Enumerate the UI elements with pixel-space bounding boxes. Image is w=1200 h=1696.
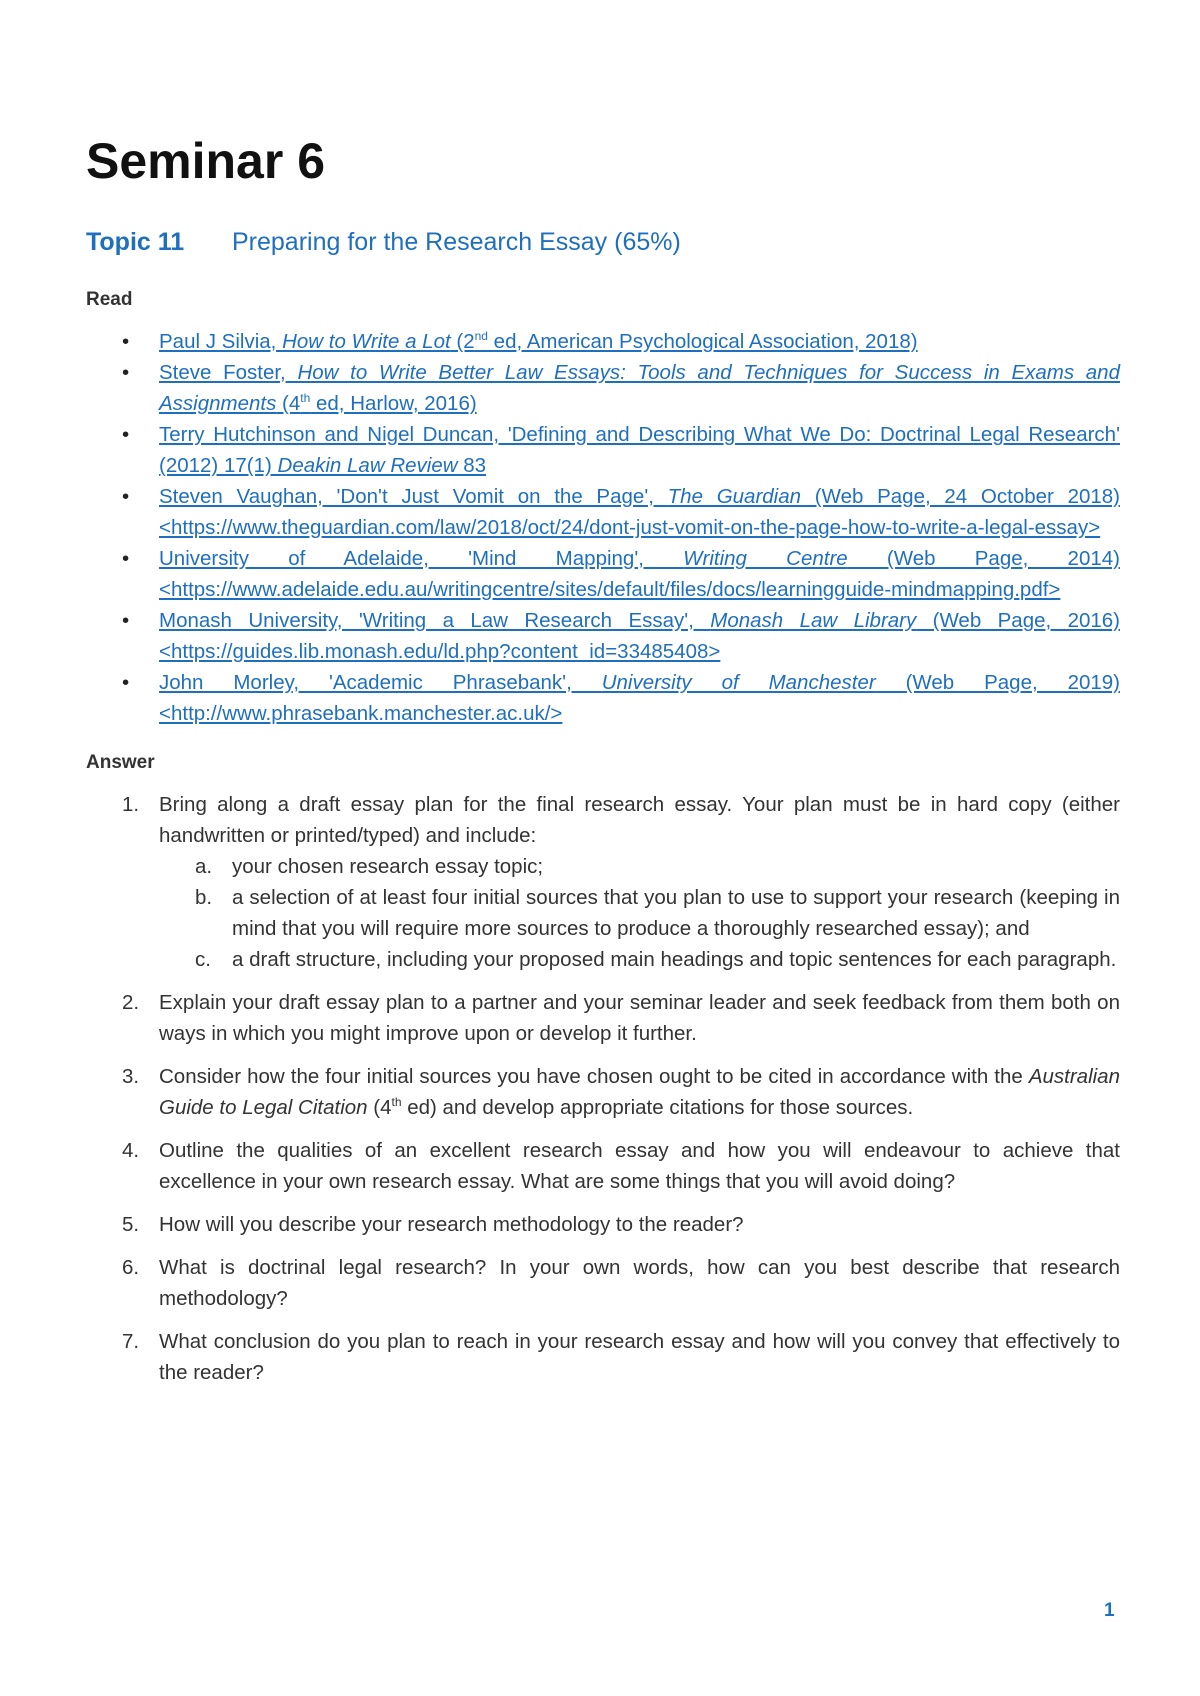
italic-text: Australian Guide to Legal Citation (159, 1065, 1120, 1119)
text-run: Monash University, 'Writing a Law Research Essay', (159, 609, 711, 632)
bullet-icon: • (122, 671, 130, 694)
text-run: (4 (276, 392, 301, 415)
question-list (86, 789, 1120, 1388)
bullet-icon: • (122, 547, 130, 570)
italic-text: The Guardian (667, 485, 802, 508)
question-number: 6. (122, 1256, 140, 1279)
question-text: Bring along a draft essay plan for the final research essay. Your plan must be in hard copy (either handwritten or printed/typed) and include: (159, 793, 1120, 847)
question-number: 7. (122, 1330, 140, 1353)
text-run: (Web Page, 2016) <https://guides.lib.monash.edu/ld.php?content_id=33485408> (159, 609, 1121, 663)
question-item (86, 1252, 1120, 1314)
italic-text: How to Write Better Law Essays: Tools and Techniques for Success in Exams and Assignments (159, 361, 1120, 415)
text-run: Consider how the four initial sources you have chosen ought to be cited in accordance with the (159, 1065, 1029, 1088)
read-label: Read (86, 289, 133, 310)
reading-item[interactable] (86, 326, 1120, 357)
document-content (86, 120, 1120, 1400)
text-run: Steve Foster, (159, 361, 298, 384)
text-run: 83 (457, 454, 487, 477)
question-item (86, 1135, 1120, 1197)
bullet-icon: • (122, 423, 130, 446)
question-text: What conclusion do you plan to reach in your research essay and how will you convey that effectively to the reader? (159, 1330, 1120, 1384)
superscript-text: nd (474, 329, 488, 344)
question-number: 4. (122, 1139, 140, 1162)
sub-question-list (159, 851, 1120, 975)
italic-text: How to Write a Lot (282, 330, 451, 353)
reading-item[interactable] (86, 605, 1120, 667)
text-run: (Web Page, 2014) <https://www.adelaide.edu.au/writingcentre/sites/default/files/docs/learningguide-mindmapping.pdf> (159, 547, 1120, 601)
italic-text: University of Manchester (601, 671, 876, 694)
page-number: 1 (1104, 1600, 1115, 1621)
italic-text: Writing Centre (683, 547, 848, 570)
bullet-icon: • (122, 330, 130, 353)
superscript-text: th (300, 391, 311, 406)
question-text: How will you describe your research methodology to the reader? (159, 1213, 744, 1236)
question-item (86, 1326, 1120, 1388)
question-number: 1. (122, 793, 140, 816)
italic-text: Deakin Law Review (277, 454, 458, 477)
reading-item[interactable] (86, 481, 1120, 543)
text-run: (4 (367, 1096, 392, 1119)
page-title: Seminar 6 (86, 133, 326, 189)
question-item (86, 789, 1120, 975)
sub-question-letter: c. (195, 948, 211, 971)
question-item (86, 1061, 1120, 1123)
text-run: (2 (450, 330, 475, 353)
sub-question-text: your chosen research essay topic; (232, 855, 544, 878)
reading-item[interactable] (86, 667, 1120, 729)
reading-item[interactable] (86, 357, 1120, 419)
sub-question-text: a draft structure, including your proposed main headings and topic sentences for each paragraph. (232, 948, 1117, 971)
answer-label: Answer (86, 752, 155, 773)
text-run: John Morley, 'Academic Phrasebank', (159, 671, 602, 694)
text-run: Paul J Silvia, (159, 330, 283, 353)
topic-heading (86, 224, 1120, 260)
question-number: 3. (122, 1065, 140, 1088)
text-run: ed, Harlow, 2016) (310, 392, 477, 415)
text-run: Steven Vaughan, 'Don't Just Vomit on the Page', (159, 485, 668, 508)
bullet-icon: • (122, 609, 130, 632)
sub-question-item (159, 882, 1120, 944)
reading-item[interactable] (86, 419, 1120, 481)
bullet-icon: • (122, 485, 130, 508)
sub-question-text: a selection of at least four initial sources that you plan to use to support your research (keeping in mind that you will require more sources to produce a thoroughly researched essay); and (232, 886, 1120, 940)
text-run: ed) and develop appropriate citations for those sources. (401, 1096, 914, 1119)
question-number: 2. (122, 991, 140, 1014)
text-run: ed, American Psychological Association, 2018) (487, 330, 918, 353)
topic-number: Topic 11 (86, 228, 185, 256)
question-item (86, 1209, 1120, 1240)
text-run: (Web Page, 24 October 2018) <https://www.theguardian.com/law/2018/oct/24/dont-just-vomit-on-the-page-how-to-write-a-legal-essay> (159, 485, 1120, 539)
superscript-text: th (391, 1095, 402, 1110)
italic-text: Monash Law Library (710, 609, 917, 632)
question-text: Outline the qualities of an excellent research essay and how you will endeavour to achieve that excellence in your own research essay. What are some things that you will avoid doing? (159, 1139, 1120, 1193)
sub-question-letter: b. (195, 886, 213, 909)
question-item (86, 987, 1120, 1049)
text-run: (Web Page, 2019) <http://www.phrasebank.manchester.ac.uk/> (159, 671, 1120, 725)
reading-list (86, 326, 1120, 729)
question-text: Explain your draft essay plan to a partner and your seminar leader and seek feedback from them both on ways in which you might improve upon or develop it further. (159, 991, 1120, 1045)
question-number: 5. (122, 1213, 140, 1236)
sub-question-item (159, 944, 1120, 975)
sub-question-letter: a. (195, 855, 213, 878)
reading-item[interactable] (86, 543, 1120, 605)
bullet-icon: • (122, 361, 130, 384)
topic-title: Preparing for the Research Essay (65%) (232, 228, 681, 256)
text-run: Terry Hutchinson and Nigel Duncan, 'Defining and Describing What We Do: Doctrinal Legal Research' (2012) 17(1) (159, 423, 1120, 477)
sub-question-item (159, 851, 1120, 882)
text-run: University of Adelaide, 'Mind Mapping', (159, 547, 684, 570)
question-text: What is doctrinal legal research? In your own words, how can you best describe that research methodology? (159, 1256, 1120, 1310)
